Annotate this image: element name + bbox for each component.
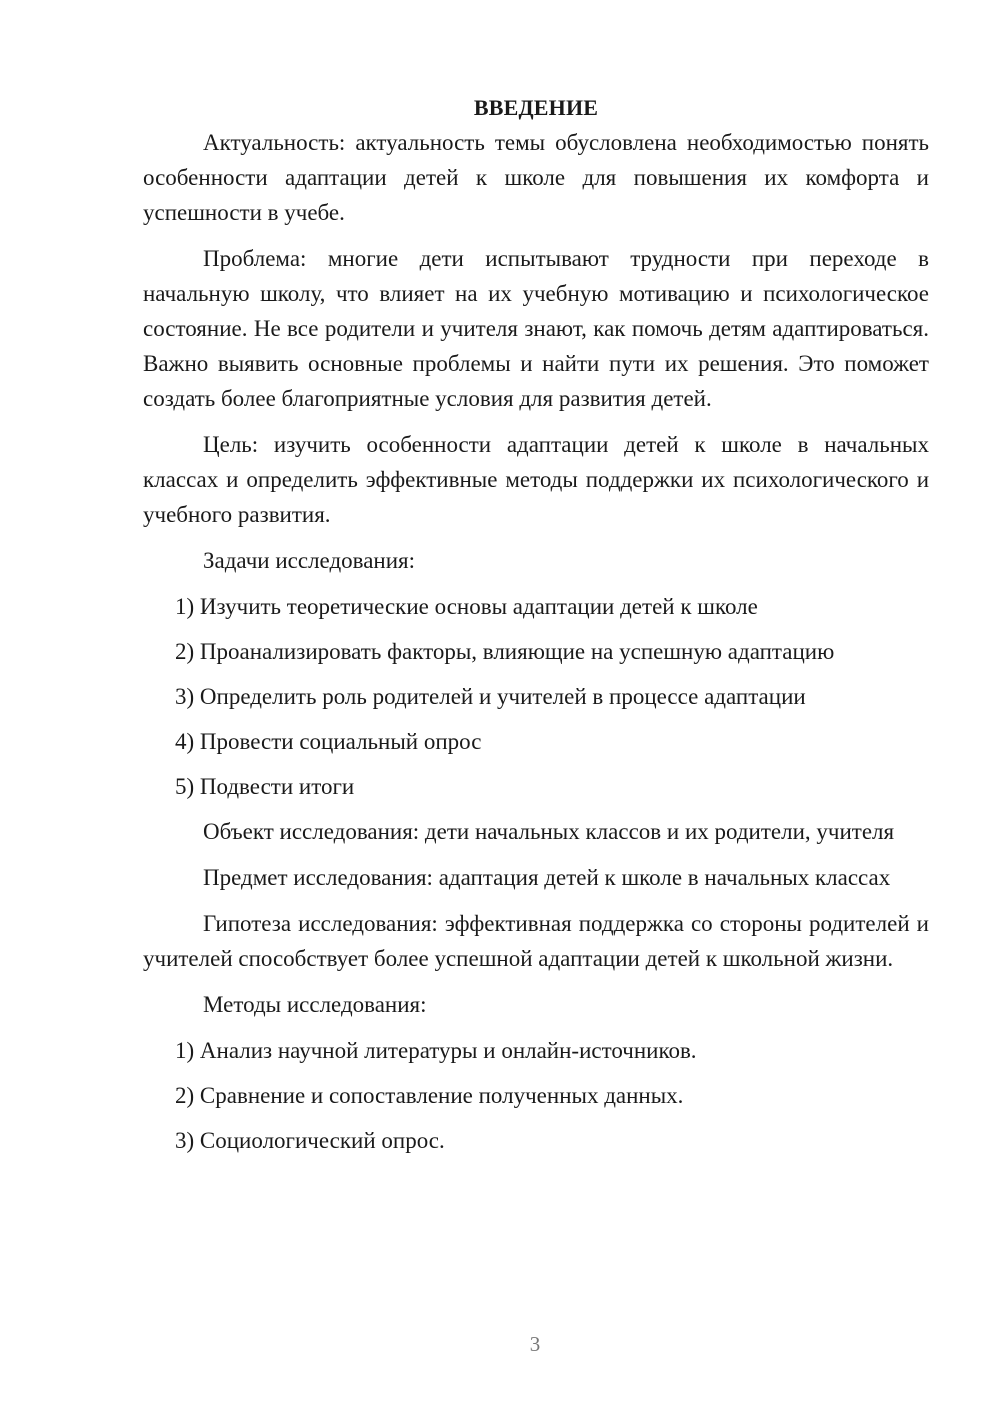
methods-list bbox=[143, 1033, 929, 1158]
methods-title: Методы исследования: bbox=[203, 992, 427, 1017]
hypothesis-paragraph: Гипотеза исследования: эффективная поддержка со стороны родителей и учителей способствует более успешной адаптации детей к школьной жизни. bbox=[143, 911, 929, 971]
list-item: 2) Проанализировать факторы, влияющие на успешную адаптацию bbox=[175, 639, 835, 664]
list-item: 2) Сравнение и сопоставление полученных данных. bbox=[175, 1083, 684, 1108]
list-item: 5) Подвести итоги bbox=[175, 774, 355, 799]
list-item: 3) Социологический опрос. bbox=[175, 1128, 445, 1153]
list-item: 3) Определить роль родителей и учителей в процессе адаптации bbox=[175, 684, 806, 709]
list-item: 4) Провести социальный опрос bbox=[175, 729, 482, 754]
section-heading: ВВЕДЕНИЕ bbox=[473, 95, 599, 120]
subject-paragraph: Предмет исследования: адаптация детей к школе в начальных классах bbox=[203, 865, 891, 890]
relevance-paragraph: Актуальность: актуальность темы обусловлена необходимостью понять особенности адаптации детей к школе для повышения их комфорта и успешности в учебе. bbox=[143, 130, 929, 225]
problem-paragraph: Проблема: многие дети испытывают трудности при переходе в начальную школу, что влияет на их учебную мотивацию и психологическое состояние. Не все родители и учителя знают, как помочь детям адаптироваться. Важно выявить основные проблемы и найти пути их решения. Это поможет создать более благоприятные условия для развития детей. bbox=[143, 246, 929, 411]
tasks-list bbox=[143, 589, 929, 804]
list-item: 1) Изучить теоретические основы адаптации детей к школе bbox=[175, 594, 758, 619]
list-item: 1) Анализ научной литературы и онлайн-источников. bbox=[175, 1038, 697, 1063]
goal-paragraph: Цель: изучить особенности адаптации детей к школе в начальных классах и определить эффективные методы поддержки их психологического и учебного развития. bbox=[143, 432, 929, 527]
object-paragraph: Объект исследования: дети начальных классов и их родители, учителя bbox=[203, 819, 895, 844]
page-number: 3 bbox=[529, 1332, 541, 1356]
document-page bbox=[143, 90, 929, 1168]
tasks-title: Задачи исследования: bbox=[203, 548, 416, 573]
